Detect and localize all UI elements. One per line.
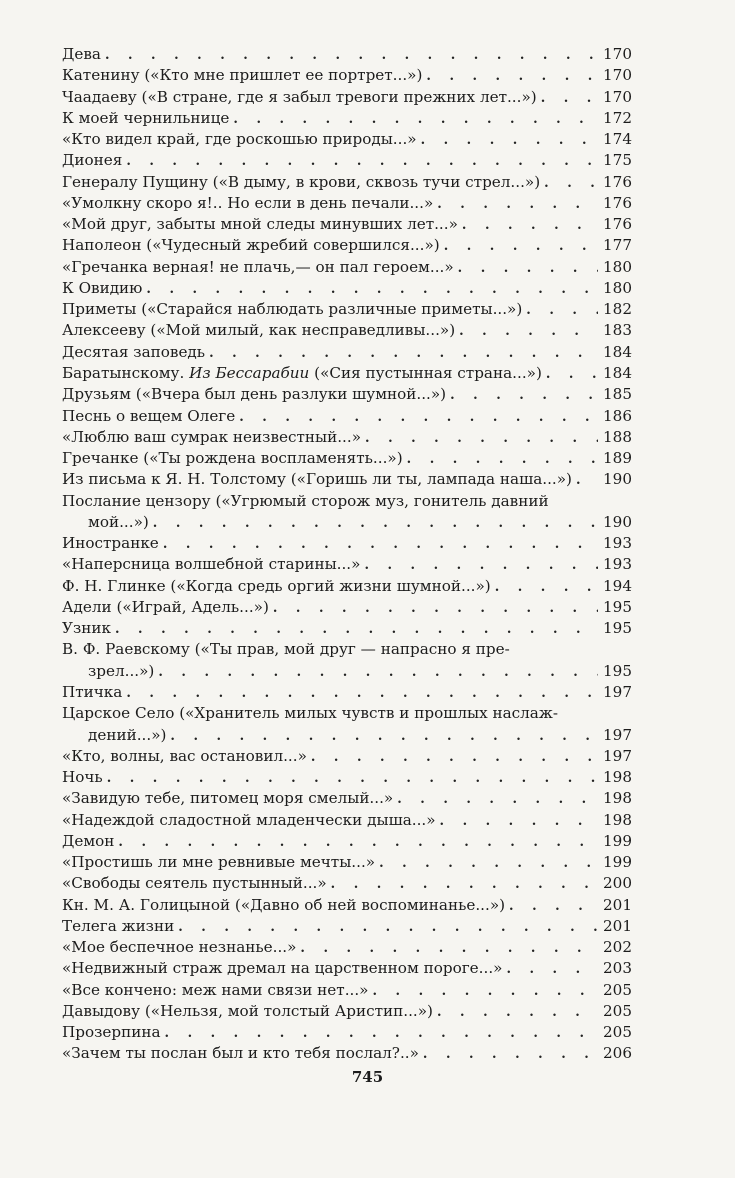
toc-entry bbox=[62, 491, 632, 534]
toc-page bbox=[62, 44, 632, 1065]
toc-entry-title: «Наперсница волшебной старины...» bbox=[62, 555, 361, 574]
toc-entry-page: 199 bbox=[603, 831, 632, 850]
toc-entry-title: Птичка bbox=[62, 682, 123, 701]
toc-entry-title: «Мое беспечное незнанье...» bbox=[62, 938, 297, 957]
toc-entry-page: 199 bbox=[603, 853, 632, 872]
toc-entry-page: 185 bbox=[603, 385, 632, 404]
toc-entry bbox=[62, 682, 632, 703]
toc-entry bbox=[62, 1022, 632, 1043]
dot-leader bbox=[372, 981, 598, 1001]
toc-entry-page: 195 bbox=[603, 619, 632, 638]
toc-entry bbox=[62, 214, 632, 235]
toc-entry-page: 180 bbox=[603, 257, 632, 276]
toc-entry-title: Гречанке («Ты рождена воспламенять...») bbox=[62, 449, 403, 468]
toc-entry bbox=[62, 873, 632, 894]
toc-entry-title: Генералу Пущину («В дыму, в крови, сквозь тучи стрел...») bbox=[62, 172, 541, 191]
toc-entry bbox=[62, 235, 632, 256]
toc-entry bbox=[62, 618, 632, 639]
dot-leader bbox=[509, 896, 598, 916]
toc-entry-title: Узник bbox=[62, 619, 111, 638]
toc-entry-page: 180 bbox=[603, 278, 632, 297]
toc-entry-page: 206 bbox=[603, 1044, 632, 1063]
dot-leader bbox=[273, 598, 598, 618]
toc-entry-title: «Гречанка верная! не плачь,— он пал героем...» bbox=[62, 257, 454, 276]
dot-leader bbox=[546, 364, 598, 384]
toc-entry bbox=[62, 767, 632, 788]
toc-entry bbox=[62, 150, 632, 171]
toc-entry-page: 202 bbox=[603, 938, 632, 957]
toc-entry bbox=[62, 533, 632, 554]
toc-entry bbox=[62, 108, 632, 129]
toc-entry bbox=[62, 597, 632, 618]
toc-entry-title: «Умолкну скоро я!.. Но если в день печали...» bbox=[62, 193, 434, 212]
toc-entry-title: «Недвижный страж дремал на царственном пороге...» bbox=[62, 959, 503, 978]
toc-entry-title-continued: мой...») bbox=[88, 512, 149, 531]
dot-leader bbox=[437, 1002, 598, 1022]
dot-leader bbox=[541, 88, 598, 108]
dot-leader bbox=[311, 747, 598, 767]
toc-entry bbox=[62, 810, 632, 831]
toc-entry bbox=[62, 384, 632, 405]
toc-entry bbox=[62, 65, 632, 86]
toc-entry-page: 182 bbox=[603, 300, 632, 319]
dot-leader bbox=[165, 1023, 598, 1043]
toc-entry bbox=[62, 639, 632, 682]
dot-leader bbox=[300, 938, 598, 958]
dot-leader bbox=[397, 789, 598, 809]
toc-entry-page: 184 bbox=[603, 342, 632, 361]
toc-entry-page: 172 bbox=[603, 108, 632, 127]
dot-leader bbox=[495, 577, 598, 597]
toc-entry bbox=[62, 320, 632, 341]
toc-entry-title: «Люблю ваш сумрак неизвестный...» bbox=[62, 427, 362, 446]
toc-entry-page: 198 bbox=[603, 768, 632, 787]
toc-entry bbox=[62, 1001, 632, 1022]
toc-entry-title: Прозерпина bbox=[62, 1023, 161, 1042]
toc-entry-page: 197 bbox=[603, 746, 632, 765]
dot-leader bbox=[458, 258, 598, 278]
toc-entry-page: 197 bbox=[603, 725, 632, 744]
toc-entry-page: 176 bbox=[603, 215, 632, 234]
toc-entry-title: «Кто видел край, где роскошью природы...» bbox=[62, 130, 417, 149]
dot-leader bbox=[126, 683, 598, 703]
toc-entry-title: К Овидию bbox=[62, 278, 143, 297]
toc-entry-title: В. Ф. Раевскому («Ты прав, мой друг — напрасно я пре- bbox=[62, 640, 510, 659]
toc-entry-title: «Кто, волны, вас остановил...» bbox=[62, 746, 307, 765]
toc-entry bbox=[62, 937, 632, 958]
toc-entry bbox=[62, 363, 632, 384]
dot-leader bbox=[544, 173, 598, 193]
dot-leader bbox=[576, 470, 598, 490]
toc-entry-title: Чаадаеву («В стране, где я забыл тревоги прежних лет...») bbox=[62, 87, 537, 106]
toc-entry-page: 205 bbox=[603, 980, 632, 999]
toc-entry-title-continued: дений...») bbox=[88, 725, 167, 744]
toc-entry-title bbox=[62, 363, 546, 384]
toc-entry-page: 176 bbox=[603, 193, 632, 212]
toc-entry bbox=[62, 703, 632, 746]
toc-entry-title: Кн. М. А. Голицыной («Давно об ней воспоминанье...») bbox=[62, 895, 506, 914]
toc-entry bbox=[62, 852, 632, 873]
toc-entry-page: 177 bbox=[603, 236, 632, 255]
toc-entry bbox=[62, 278, 632, 299]
toc-entry-title: «Простишь ли мне ревнивые мечты...» bbox=[62, 853, 376, 872]
toc-entry-title-part: Баратынскому. bbox=[62, 363, 190, 382]
toc-entry bbox=[62, 746, 632, 767]
dot-leader bbox=[437, 194, 598, 214]
dot-leader bbox=[440, 811, 598, 831]
toc-entry-title-continued: зрел...») bbox=[88, 661, 155, 680]
toc-entry-page: 195 bbox=[603, 597, 632, 616]
dot-leader bbox=[209, 343, 598, 363]
toc-entry bbox=[62, 172, 632, 193]
toc-entry-title: Дионея bbox=[62, 151, 123, 170]
toc-entry-page: 170 bbox=[603, 87, 632, 106]
toc-entry-title: Демон bbox=[62, 831, 115, 850]
toc-entry-title: Адели («Играй, Адель...») bbox=[62, 597, 269, 616]
toc-entry-page: 193 bbox=[603, 534, 632, 553]
toc-entry bbox=[62, 448, 632, 469]
toc-entry-page: 188 bbox=[603, 427, 632, 446]
toc-entry-title: Ф. Н. Глинке («Когда средь оргий жизни шумной...») bbox=[62, 576, 491, 595]
toc-entry-title: «Свободы сеятель пустынный...» bbox=[62, 874, 327, 893]
toc-entry-title: Ночь bbox=[62, 768, 103, 787]
toc-entry-page: 189 bbox=[603, 449, 632, 468]
toc-entry-page: 174 bbox=[603, 130, 632, 149]
dot-leader bbox=[118, 832, 598, 852]
toc-entry-page: 183 bbox=[603, 321, 632, 340]
toc-entry-page: 194 bbox=[603, 576, 632, 595]
dot-leader bbox=[163, 534, 598, 554]
toc-entry-title: Царское Село («Хранитель милых чувств и прошлых наслаж- bbox=[62, 704, 558, 723]
toc-entry bbox=[62, 87, 632, 108]
toc-entry-page: 184 bbox=[603, 363, 632, 382]
dot-leader bbox=[170, 726, 598, 746]
toc-entry-page: 201 bbox=[603, 895, 632, 914]
dot-leader bbox=[526, 300, 598, 320]
toc-entry-page: 193 bbox=[603, 555, 632, 574]
table-of-contents bbox=[62, 44, 632, 1065]
toc-entry bbox=[62, 257, 632, 278]
toc-entry bbox=[62, 576, 632, 597]
toc-entry-title: Десятая заповедь bbox=[62, 342, 206, 361]
dot-leader bbox=[153, 513, 598, 533]
toc-entry bbox=[62, 554, 632, 575]
toc-entry-title: «Надеждой сладостной младенчески дыша...» bbox=[62, 810, 436, 829]
dot-leader bbox=[459, 321, 598, 341]
toc-entry-title-italic: Из Бессарабии bbox=[189, 363, 310, 382]
toc-entry bbox=[62, 916, 632, 937]
dot-leader bbox=[365, 428, 598, 448]
toc-entry-title-part: («Сия пустынная страна...») bbox=[309, 363, 542, 382]
toc-entry-page: 201 bbox=[603, 916, 632, 935]
toc-entry-page: 175 bbox=[603, 151, 632, 170]
toc-entry-title: К моей чернильнице bbox=[62, 108, 230, 127]
dot-leader bbox=[146, 279, 598, 299]
dot-leader bbox=[364, 555, 598, 575]
toc-entry bbox=[62, 427, 632, 448]
toc-entry-page: 170 bbox=[603, 66, 632, 85]
toc-entry bbox=[62, 129, 632, 150]
toc-entry bbox=[62, 44, 632, 65]
page-number: 745 bbox=[351, 1068, 384, 1086]
toc-entry bbox=[62, 788, 632, 809]
toc-entry-title: Послание цензору («Угрюмый сторож муз, гонитель давний bbox=[62, 491, 549, 510]
toc-entry-page: 205 bbox=[603, 1023, 632, 1042]
toc-entry-title: Катенину («Кто мне пришлет ее портрет...») bbox=[62, 66, 423, 85]
toc-entry-title: Иностранке bbox=[62, 534, 159, 553]
dot-leader bbox=[444, 236, 598, 256]
toc-entry bbox=[62, 469, 632, 490]
toc-entry-title: Давыдову («Нельзя, мой толстый Аристип...») bbox=[62, 1001, 433, 1020]
dot-leader bbox=[379, 853, 598, 873]
toc-entry-page: 197 bbox=[603, 682, 632, 701]
dot-leader bbox=[426, 66, 598, 86]
toc-entry bbox=[62, 299, 632, 320]
dot-leader bbox=[506, 959, 598, 979]
dot-leader bbox=[107, 768, 598, 788]
toc-entry-page: 170 bbox=[603, 45, 632, 63]
dot-leader bbox=[158, 662, 598, 682]
toc-entry-page: 198 bbox=[603, 810, 632, 829]
toc-entry-page: 190 bbox=[603, 512, 632, 531]
dot-leader bbox=[178, 917, 598, 937]
toc-entry-title: Из письма к Я. Н. Толстому («Горишь ли ты, лампада наша...») bbox=[62, 470, 572, 489]
toc-entry-page: 186 bbox=[603, 406, 632, 425]
toc-entry-title: Алексееву («Мой милый, как несправедливы...») bbox=[62, 321, 456, 340]
dot-leader bbox=[421, 130, 598, 150]
toc-entry-page: 195 bbox=[603, 661, 632, 680]
toc-entry bbox=[62, 406, 632, 427]
toc-entry-title: Дева bbox=[62, 45, 101, 63]
dot-leader bbox=[407, 449, 598, 469]
toc-entry bbox=[62, 342, 632, 363]
toc-entry-title: Телега жизни bbox=[62, 916, 175, 935]
toc-entry-page: 203 bbox=[603, 959, 632, 978]
dot-leader bbox=[462, 215, 598, 235]
dot-leader bbox=[105, 45, 598, 65]
toc-entry bbox=[62, 1043, 632, 1064]
toc-entry-title: Друзьям («Вчера был день разлуки шумной...») bbox=[62, 385, 447, 404]
toc-entry-title: «Мой друг, забыты мной следы минувших лет...» bbox=[62, 215, 458, 234]
toc-entry bbox=[62, 193, 632, 214]
toc-entry-title: Наполеон («Чудесный жребий совершился...») bbox=[62, 236, 440, 255]
dot-leader bbox=[450, 385, 598, 405]
toc-entry bbox=[62, 831, 632, 852]
dot-leader bbox=[115, 619, 598, 639]
toc-entry-title: «Зачем ты послан был и кто тебя послал?..» bbox=[62, 1044, 419, 1063]
toc-entry-page: 200 bbox=[603, 874, 632, 893]
toc-entry-page: 198 bbox=[603, 789, 632, 808]
toc-entry-title: Песнь о вещем Олеге bbox=[62, 406, 236, 425]
dot-leader bbox=[126, 151, 598, 171]
toc-entry-page: 176 bbox=[603, 172, 632, 191]
dot-leader bbox=[423, 1044, 598, 1064]
dot-leader bbox=[331, 874, 598, 894]
toc-entry-title: Приметы («Старайся наблюдать различные приметы...») bbox=[62, 300, 523, 319]
dot-leader bbox=[239, 407, 598, 427]
toc-entry bbox=[62, 895, 632, 916]
toc-entry-page: 205 bbox=[603, 1001, 632, 1020]
toc-entry bbox=[62, 980, 632, 1001]
dot-leader bbox=[233, 109, 598, 129]
toc-entry-page: 190 bbox=[603, 470, 632, 489]
toc-entry-title: «Все кончено: меж нами связи нет...» bbox=[62, 980, 369, 999]
toc-entry-title: «Завидую тебе, питомец моря смелый...» bbox=[62, 789, 394, 808]
toc-entry bbox=[62, 958, 632, 979]
